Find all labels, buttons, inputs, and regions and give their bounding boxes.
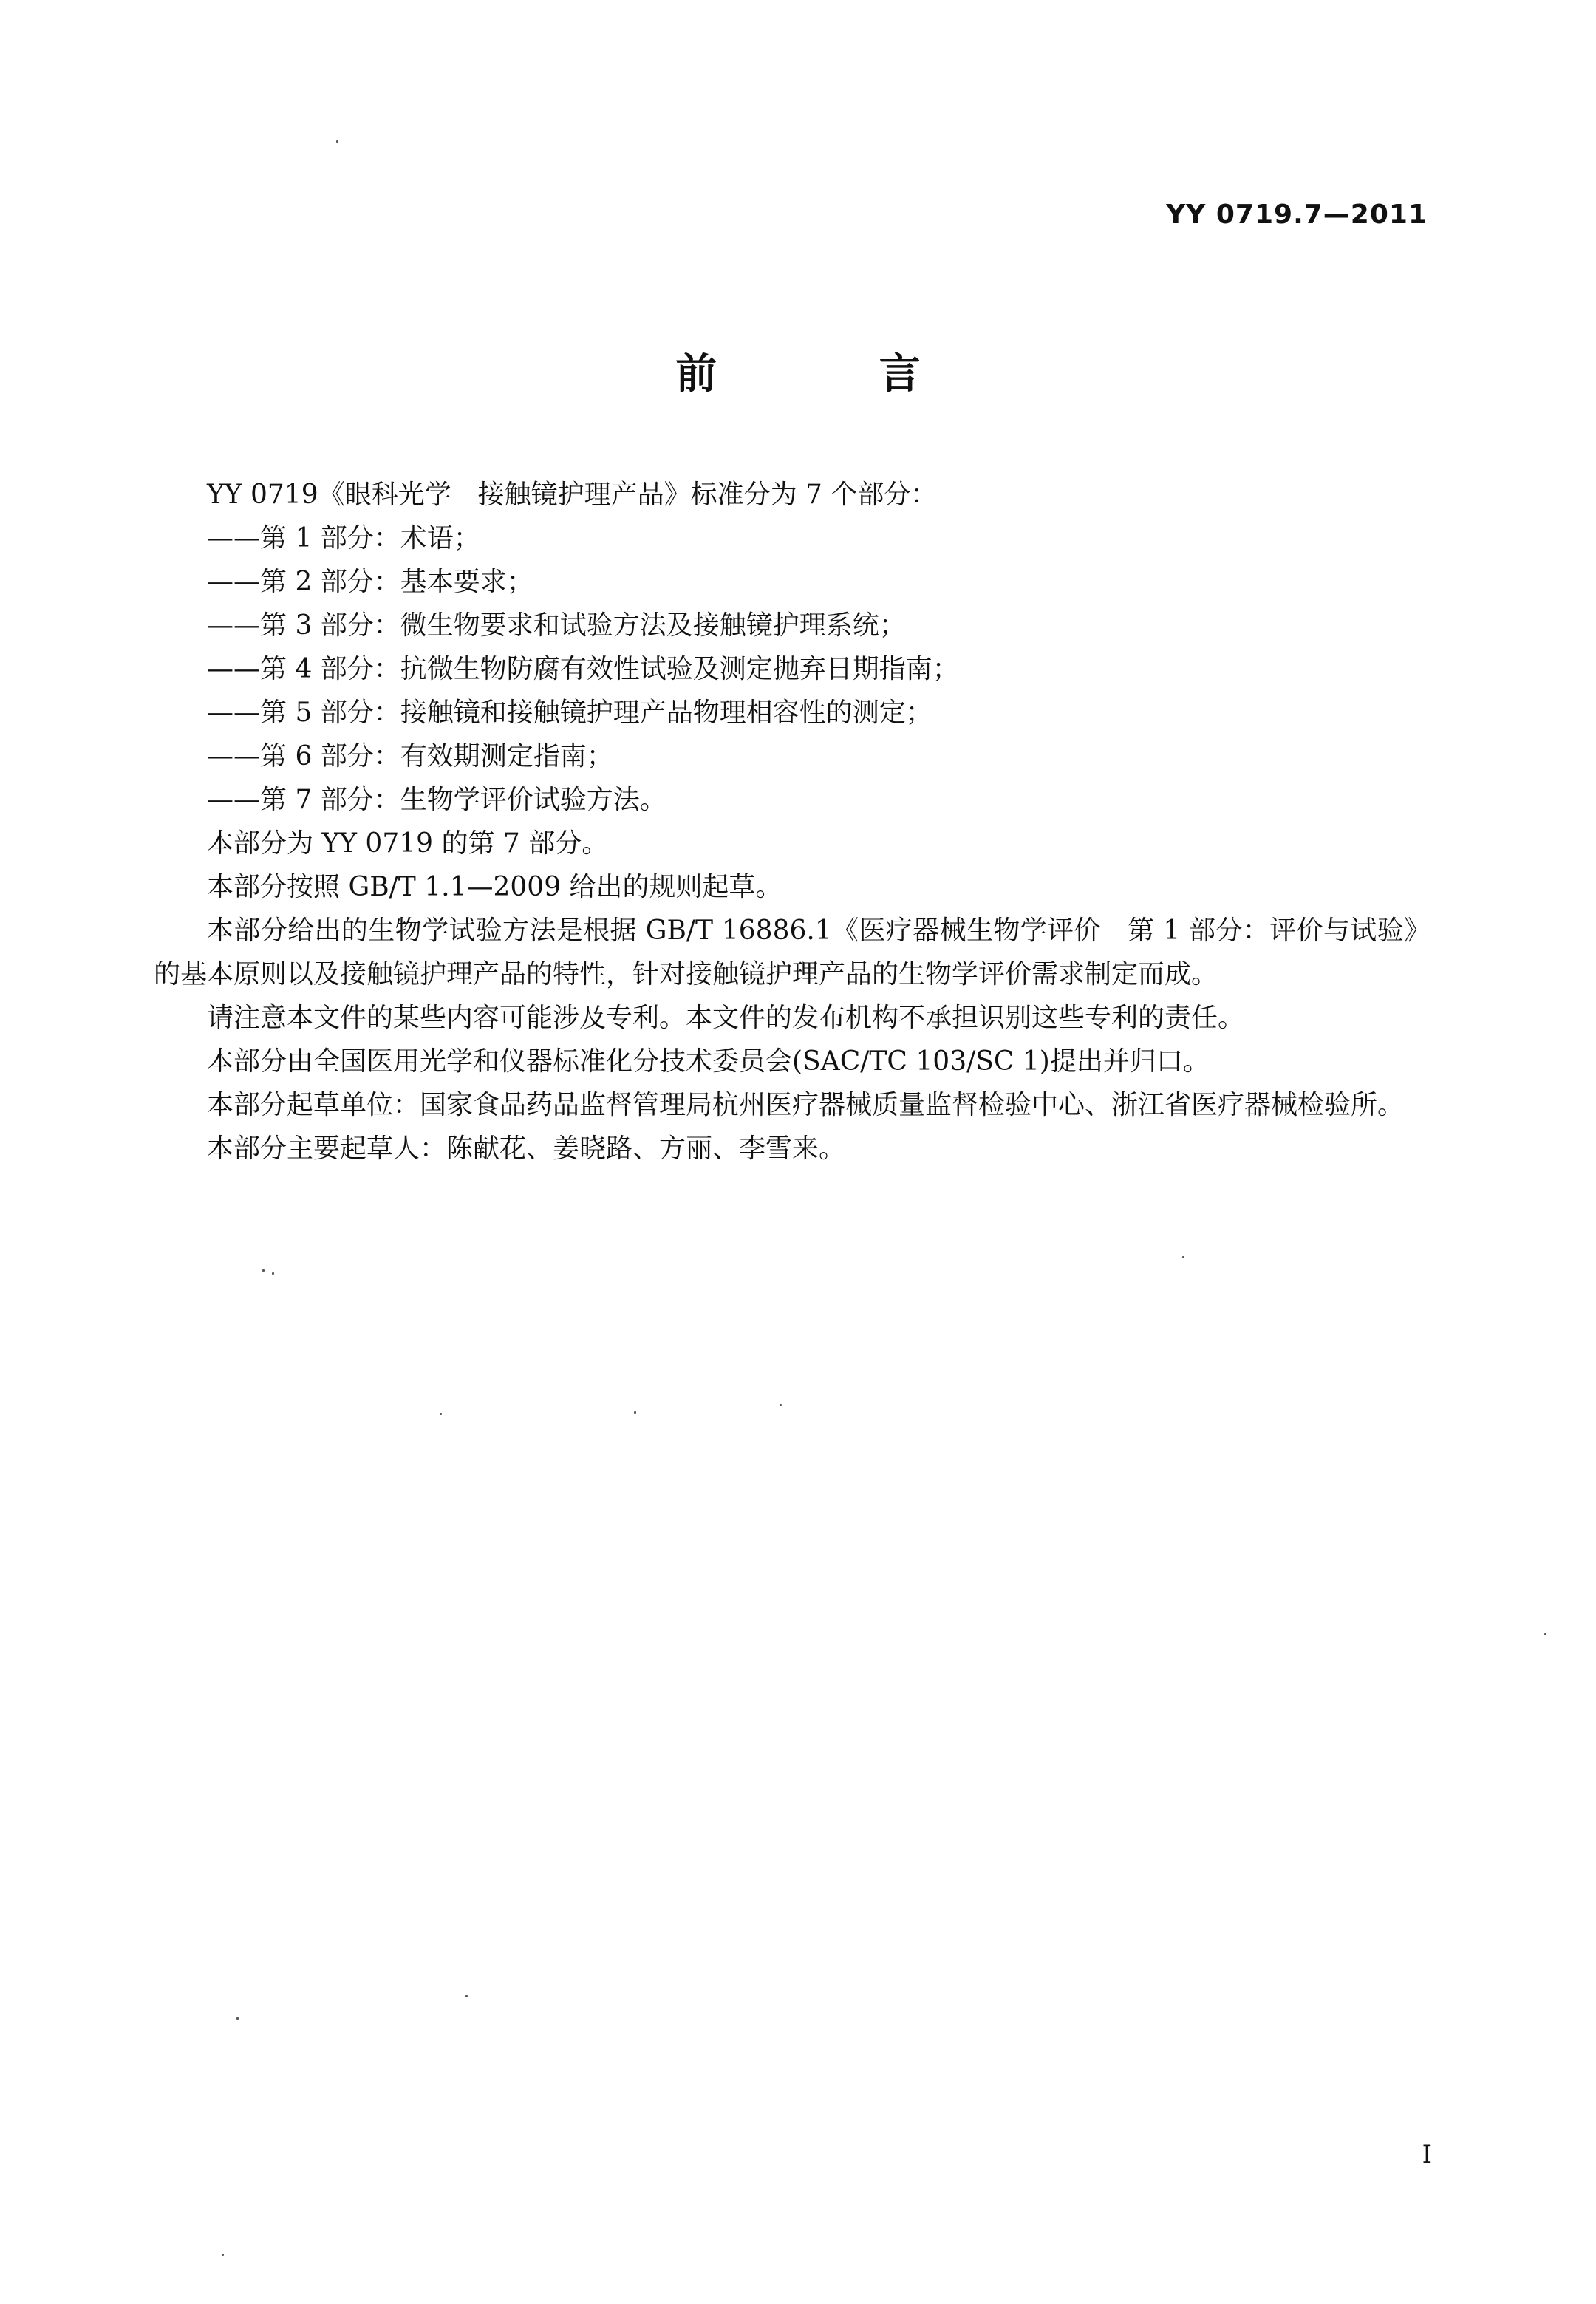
scan-speck xyxy=(236,2017,239,2020)
part-list-item: ——第 5 部分：接触镜和接触镜护理产品物理相容性的测定； xyxy=(207,698,932,728)
body-paragraph: 本部分由全国医用光学和仪器标准化分技术委员会(SAC/TC 103/SC 1)提出并归口。 xyxy=(207,1046,1210,1077)
scan-speck xyxy=(272,1272,274,1275)
scan-speck xyxy=(1544,1633,1546,1635)
standard-code: YY 0719.7—2011 xyxy=(1166,200,1428,230)
part-list-item: ——第 3 部分：微生物要求和试验方法及接触镜护理系统； xyxy=(207,610,906,641)
body-paragraph: 本部分为 YY 0719 的第 7 部分。 xyxy=(207,828,609,859)
scan-speck xyxy=(336,140,338,143)
scan-speck xyxy=(634,1411,636,1414)
part-list-item: ——第 7 部分：生物学评价试验方法。 xyxy=(207,785,666,815)
body-paragraph: 本部分按照 GB/T 1.1—2009 给出的规则起草。 xyxy=(207,872,782,902)
scan-speck xyxy=(780,1404,782,1406)
body-paragraph: 本部分给出的生物学试验方法是根据 GB/T 16886.1《医疗器械生物学评价 第 1 部分：评价与试验》的基本原则以及接触镜护理产品的特性，针对接触镜护理产品的生物学评价需求制定而成。 xyxy=(154,916,1430,989)
intro-paragraph: YY 0719《眼科光学 接触镜护理产品》标准分为 7 个部分： xyxy=(207,480,938,510)
scan-speck xyxy=(466,1995,468,1997)
part-list-item: ——第 2 部分：基本要求； xyxy=(207,567,533,597)
body-paragraph: 请注意本文件的某些内容可能涉及专利。本文件的发布机构不承担识别这些专利的责任。 xyxy=(207,1003,1245,1033)
part-list-item: ——第 1 部分：术语； xyxy=(207,523,480,553)
part-list-item: ——第 4 部分：抗微生物防腐有效性试验及测定抛弃日期指南； xyxy=(207,654,959,684)
page-number: I xyxy=(1422,2140,1432,2170)
scan-speck xyxy=(1182,1256,1184,1258)
part-list-item: ——第 6 部分：有效期测定指南； xyxy=(207,741,613,771)
page-title: 前 言 xyxy=(675,350,995,398)
scan-speck xyxy=(440,1413,442,1415)
scan-speck xyxy=(222,2254,224,2256)
foreword-body xyxy=(154,473,1430,1170)
body-paragraph: 本部分主要起草人：陈献花、姜晓路、方丽、李雪来。 xyxy=(207,1134,846,1164)
body-paragraph: 本部分起草单位：国家食品药品监督管理局杭州医疗器械质量监督检验中心、浙江省医疗器械检验所。 xyxy=(207,1090,1405,1120)
scan-speck xyxy=(262,1269,265,1272)
